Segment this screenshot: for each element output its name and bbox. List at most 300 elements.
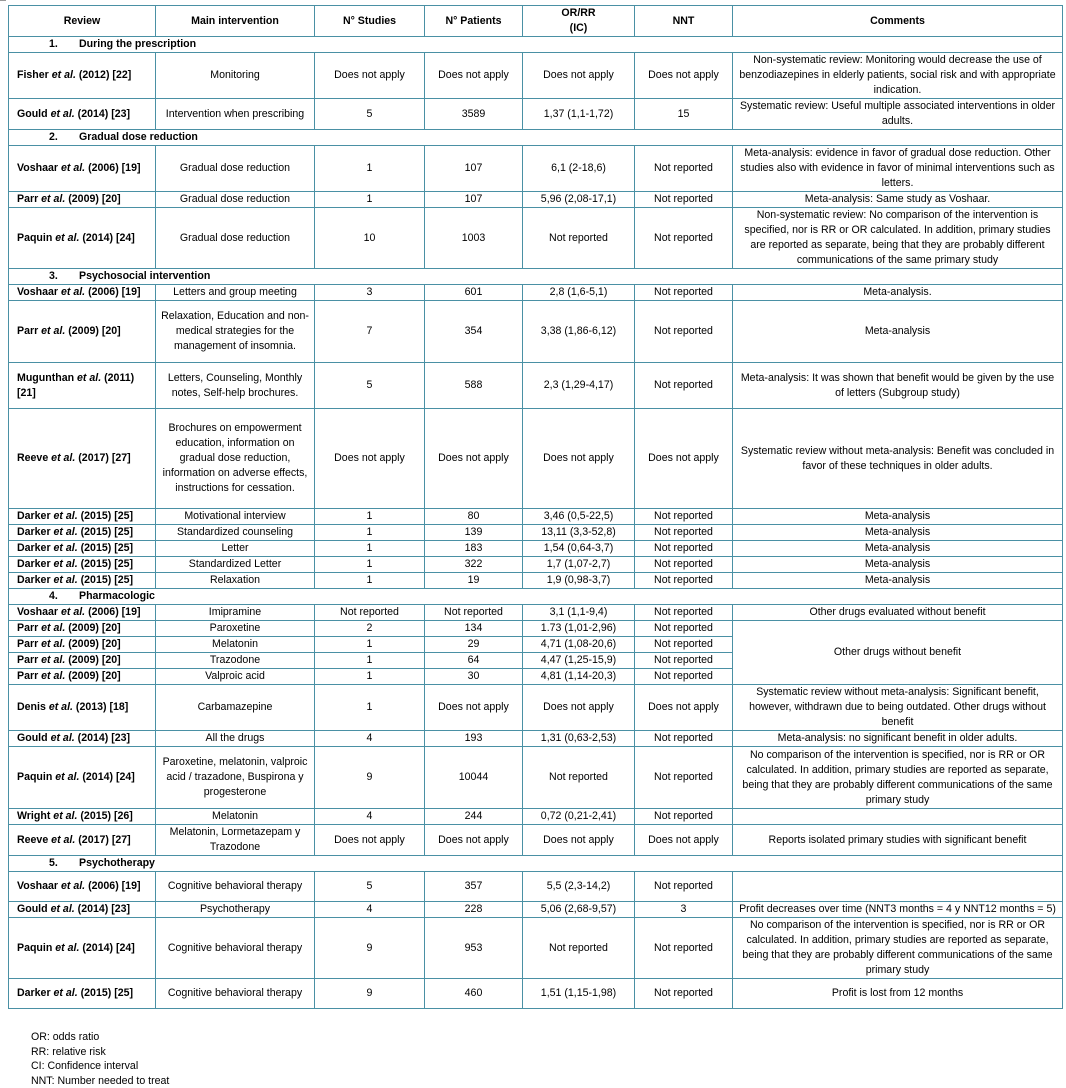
review-cell: [9, 192, 156, 208]
review-author: Paquin: [17, 771, 53, 783]
comments-cell: Meta-analysis: no significant benefit in older adults.: [733, 731, 1063, 747]
studies-cell: 1: [315, 573, 425, 589]
table-row: [9, 621, 1063, 637]
review-et-al: et al.: [41, 670, 66, 682]
studies-cell: 4: [315, 809, 425, 825]
review-cell: [9, 731, 156, 747]
review-year-ref: (2014) [24]: [82, 231, 135, 244]
review-year-ref: (2009) [20]: [68, 193, 121, 205]
review-cell: [9, 872, 156, 902]
review-author: Voshaar: [17, 286, 59, 298]
header-or-rr: OR/RR (IC): [523, 6, 635, 37]
review-cell: [9, 573, 156, 589]
review-et-al: et al.: [53, 574, 78, 586]
header-review: Review: [9, 6, 156, 37]
comments-cell: Meta-analysis: [733, 541, 1063, 557]
review-et-al: et al.: [55, 941, 80, 954]
review-author: Parr: [17, 638, 39, 650]
review-author: Darker: [17, 987, 51, 999]
review-cell: [9, 918, 156, 979]
intervention-cell: Gradual dose reduction: [156, 208, 315, 269]
intervention-cell: Psychotherapy: [156, 902, 315, 918]
comments-cell: Systematic review without meta-analysis: Benefit was concluded in favor of these techniques in older adults.: [733, 409, 1063, 509]
comments-cell: Meta-analysis: [733, 525, 1063, 541]
review-et-al: et al.: [51, 69, 76, 81]
intervention-cell: Valproic acid: [156, 669, 315, 685]
nnt-cell: Not reported: [635, 285, 733, 301]
review-et-al: et al.: [60, 286, 86, 298]
footnote-line: RR: relative risk: [31, 1045, 106, 1058]
footnote-line: NNT: Number needed to treat: [31, 1074, 170, 1087]
header-nnt: NNT: [635, 6, 733, 37]
review-cell: [9, 301, 156, 363]
review-author: Gould: [17, 732, 48, 744]
table-row: [9, 918, 1063, 979]
review-et-al: et al.: [50, 107, 75, 120]
nnt-cell: Not reported: [635, 573, 733, 589]
review-cell: [9, 363, 156, 409]
nnt-cell: Not reported: [635, 669, 733, 685]
comments-cell: Meta-analysis: [733, 509, 1063, 525]
patients-cell: 139: [425, 525, 523, 541]
review-author: Mugunthan: [17, 371, 75, 384]
review-author: Fisher: [17, 69, 49, 81]
intervention-cell: Relaxation, Education and non-medical strategies for the management of insomnia.: [156, 301, 315, 363]
studies-cell: 1: [315, 637, 425, 653]
review-author: Reeve: [17, 452, 49, 464]
review-et-al: et al.: [77, 371, 102, 384]
nnt-cell: Not reported: [635, 809, 733, 825]
patients-cell: 354: [425, 301, 523, 363]
comments-cell: No comparison of the intervention is specified, nor is RR or OR calculated. In addition, primary studies are reported as separate, being that they are probably different communications of the same primary study: [733, 918, 1063, 979]
review-cell: [9, 621, 156, 637]
or-rr-cell: 4,47 (1,25-15,9): [523, 653, 635, 669]
review-year-ref: (2006) [19]: [88, 880, 141, 892]
studies-cell: 1: [315, 146, 425, 192]
table-row: [9, 409, 1063, 509]
review-year-ref: (2012) [22]: [78, 69, 132, 81]
intervention-cell: Motivational interview: [156, 509, 315, 525]
patients-cell: Does not apply: [425, 53, 523, 99]
table-row: [9, 363, 1063, 409]
review-cell: [9, 747, 156, 809]
intervention-cell: Cognitive behavioral therapy: [156, 918, 315, 979]
review-year-ref: (2009) [20]: [68, 325, 121, 337]
patients-cell: 228: [425, 902, 523, 918]
patients-cell: 30: [425, 669, 523, 685]
nnt-cell: 3: [635, 902, 733, 918]
table-row: [9, 902, 1063, 918]
or-rr-cell: Not reported: [523, 918, 635, 979]
patients-cell: Not reported: [425, 605, 523, 621]
review-year-ref: (2014) [23]: [77, 903, 131, 915]
studies-cell: 10: [315, 208, 425, 269]
review-author: Parr: [17, 193, 39, 205]
section-row: [9, 37, 1063, 53]
review-year-ref: (2015) [26]: [80, 810, 133, 822]
review-et-al: et al.: [48, 701, 73, 713]
or-rr-cell: 1,7 (1,07-2,7): [523, 557, 635, 573]
nnt-cell: Does not apply: [635, 825, 733, 856]
table-row: [9, 731, 1063, 747]
section-title: [9, 589, 1063, 605]
table-row: [9, 872, 1063, 902]
table-row: [9, 685, 1063, 731]
review-author: Denis: [17, 701, 46, 713]
intervention-cell: Intervention when prescribing: [156, 99, 315, 130]
intervention-cell: Relaxation: [156, 573, 315, 589]
review-year-ref: (2014) [23]: [77, 732, 131, 744]
table-row: [9, 146, 1063, 192]
review-cell: [9, 146, 156, 192]
or-rr-cell: 5,06 (2,68-9,57): [523, 902, 635, 918]
review-et-al: et al.: [53, 510, 78, 522]
table-row: [9, 557, 1063, 573]
intervention-cell: Letters and group meeting: [156, 285, 315, 301]
review-cell: [9, 557, 156, 573]
table-row: [9, 192, 1063, 208]
intervention-cell: Gradual dose reduction: [156, 146, 315, 192]
or-rr-cell: 5,96 (2,08-17,1): [523, 192, 635, 208]
review-et-al: et al.: [41, 193, 66, 205]
review-cell: [9, 637, 156, 653]
section-title: [9, 856, 1063, 872]
page-corner-mark: [0, 0, 6, 4]
patients-cell: Does not apply: [425, 409, 523, 509]
review-author: Reeve: [17, 833, 49, 846]
comments-cell: Non-systematic review: Monitoring would decrease the use of benzodiazepines in elderly patients, social risk and with appropriate indication.: [733, 53, 1063, 99]
patients-cell: 588: [425, 363, 523, 409]
review-author: Wright: [17, 810, 51, 822]
table-row: [9, 573, 1063, 589]
comments-cell: [733, 809, 1063, 825]
review-year-ref: (2009) [20]: [68, 622, 121, 634]
comments-cell: No comparison of the intervention is specified, nor is RR or OR calculated. In addition, primary studies are reported as separate, being that they are probably different communications of the same primary study: [733, 747, 1063, 809]
review-et-al: et al.: [55, 771, 80, 783]
review-et-al: et al.: [53, 987, 78, 999]
intervention-cell: Trazodone: [156, 653, 315, 669]
review-author: Voshaar: [17, 880, 59, 892]
patients-cell: 3589: [425, 99, 523, 130]
or-rr-cell: 13,11 (3,3-52,8): [523, 525, 635, 541]
review-cell: [9, 99, 156, 130]
section-number: 4.: [49, 590, 58, 602]
nnt-cell: Not reported: [635, 918, 733, 979]
patients-cell: 29: [425, 637, 523, 653]
review-et-al: et al.: [53, 558, 78, 570]
review-year-ref: (2015) [25]: [80, 526, 134, 538]
studies-cell: 2: [315, 621, 425, 637]
review-year-ref: (2006) [19]: [88, 606, 141, 618]
section-row: [9, 130, 1063, 146]
nnt-cell: Not reported: [635, 637, 733, 653]
review-cell: [9, 409, 156, 509]
review-cell: [9, 525, 156, 541]
review-et-al: et al.: [41, 638, 66, 650]
evidence-table: [8, 5, 1063, 1009]
review-year-ref: (2015) [25]: [80, 987, 134, 999]
patients-cell: 1003: [425, 208, 523, 269]
review-et-al: et al.: [53, 810, 78, 822]
comments-cell: Meta-analysis: [733, 301, 1063, 363]
intervention-cell: Letters, Counseling, Monthly notes, Self-help brochures.: [156, 363, 315, 409]
intervention-cell: Letter: [156, 541, 315, 557]
intervention-cell: Carbamazepine: [156, 685, 315, 731]
nnt-cell: Not reported: [635, 208, 733, 269]
section-label: Pharmacologic: [79, 590, 155, 602]
intervention-cell: Standardized counseling: [156, 525, 315, 541]
or-rr-cell: 2,8 (1,6-5,1): [523, 285, 635, 301]
studies-cell: 7: [315, 301, 425, 363]
comments-cell: [733, 872, 1063, 902]
studies-cell: 1: [315, 509, 425, 525]
studies-cell: 1: [315, 525, 425, 541]
review-author: Gould: [17, 903, 48, 915]
intervention-cell: Melatonin: [156, 809, 315, 825]
review-cell: [9, 653, 156, 669]
comments-cell: Meta-analysis: [733, 573, 1063, 589]
intervention-cell: Imipramine: [156, 605, 315, 621]
review-year-ref: (2006) [19]: [88, 286, 141, 298]
nnt-cell: Not reported: [635, 525, 733, 541]
studies-cell: 1: [315, 669, 425, 685]
review-cell: [9, 979, 156, 1009]
section-number: 2.: [49, 131, 58, 143]
comments-cell: Reports isolated primary studies with significant benefit: [733, 825, 1063, 856]
or-rr-cell: Does not apply: [523, 53, 635, 99]
nnt-cell: Does not apply: [635, 409, 733, 509]
review-year-ref: (2013) [18]: [75, 701, 129, 713]
review-year-ref: (2014) [23]: [77, 107, 131, 120]
review-et-al: et al.: [55, 231, 80, 244]
review-year-ref: (2006) [19]: [88, 162, 141, 174]
table-header-row: [9, 6, 1063, 37]
review-et-al: et al.: [53, 542, 78, 554]
patients-cell: 460: [425, 979, 523, 1009]
review-author: Paquin: [17, 231, 53, 244]
patients-cell: 601: [425, 285, 523, 301]
section-row: [9, 589, 1063, 605]
review-author: Parr: [17, 622, 39, 634]
review-cell: [9, 541, 156, 557]
nnt-cell: Not reported: [635, 301, 733, 363]
studies-cell: 4: [315, 902, 425, 918]
or-rr-cell: 2,3 (1,29-4,17): [523, 363, 635, 409]
patients-cell: 193: [425, 731, 523, 747]
nnt-cell: Not reported: [635, 979, 733, 1009]
or-rr-cell: 6,1 (2-18,6): [523, 146, 635, 192]
or-rr-cell: 3,1 (1,1-9,4): [523, 605, 635, 621]
review-year-ref: (2015) [25]: [80, 510, 134, 522]
section-title: [9, 37, 1063, 53]
nnt-cell: Not reported: [635, 621, 733, 637]
studies-cell: 3: [315, 285, 425, 301]
section-label: Psychosocial intervention: [79, 270, 211, 282]
section-title: [9, 269, 1063, 285]
nnt-cell: 15: [635, 99, 733, 130]
intervention-cell: All the drugs: [156, 731, 315, 747]
review-year-ref: (2011) [21]: [17, 371, 135, 399]
or-rr-cell: 4,81 (1,14-20,3): [523, 669, 635, 685]
patients-cell: 357: [425, 872, 523, 902]
review-cell: [9, 902, 156, 918]
studies-cell: 5: [315, 363, 425, 409]
review-et-al: et al.: [51, 833, 76, 846]
patients-cell: 19: [425, 573, 523, 589]
studies-cell: Not reported: [315, 605, 425, 621]
nnt-cell: Not reported: [635, 605, 733, 621]
table-row: [9, 605, 1063, 621]
comments-cell: Meta-analysis.: [733, 285, 1063, 301]
comments-cell: Meta-analysis: It was shown that benefit would be given by the use of letters (Subgroup study): [733, 363, 1063, 409]
or-rr-cell: Not reported: [523, 208, 635, 269]
table-row: [9, 541, 1063, 557]
intervention-cell: Cognitive behavioral therapy: [156, 872, 315, 902]
comments-cell: Other drugs without benefit: [733, 621, 1063, 685]
intervention-cell: Melatonin: [156, 637, 315, 653]
or-rr-cell: Does not apply: [523, 409, 635, 509]
section-number: 3.: [49, 270, 58, 282]
review-et-al: et al.: [60, 162, 86, 174]
review-author: Parr: [17, 654, 39, 666]
nnt-cell: Not reported: [635, 557, 733, 573]
table-row: [9, 285, 1063, 301]
or-rr-cell: 1,51 (1,15-1,98): [523, 979, 635, 1009]
intervention-cell: Paroxetine, melatonin, valproic acid / trazadone, Buspirona y progesterone: [156, 747, 315, 809]
or-rr-cell: 1.73 (1,01-2,96): [523, 621, 635, 637]
comments-cell: Meta-analysis: Same study as Voshaar.: [733, 192, 1063, 208]
review-year-ref: (2017) [27]: [78, 833, 131, 846]
table-row: [9, 525, 1063, 541]
review-year-ref: (2009) [20]: [68, 670, 121, 682]
or-rr-cell: 3,38 (1,86-6,12): [523, 301, 635, 363]
studies-cell: 4: [315, 731, 425, 747]
header-main-intervention: Main intervention: [156, 6, 315, 37]
nnt-cell: Not reported: [635, 747, 733, 809]
review-author: Darker: [17, 526, 51, 538]
studies-cell: 9: [315, 747, 425, 809]
section-number: 1.: [49, 38, 58, 50]
review-author: Parr: [17, 670, 39, 682]
review-et-al: et al.: [53, 526, 78, 538]
comments-cell: Other drugs evaluated without benefit: [733, 605, 1063, 621]
nnt-cell: Not reported: [635, 509, 733, 525]
patients-cell: 244: [425, 809, 523, 825]
nnt-cell: Does not apply: [635, 685, 733, 731]
review-cell: [9, 669, 156, 685]
studies-cell: 1: [315, 685, 425, 731]
or-rr-cell: Does not apply: [523, 685, 635, 731]
table-row: [9, 301, 1063, 363]
header-n-patients: N° Patients: [425, 6, 523, 37]
table-footnotes: [31, 1030, 169, 1088]
section-number: 5.: [49, 857, 58, 869]
review-et-al: et al.: [50, 732, 75, 744]
or-rr-cell: 1,37 (1,1-1,72): [523, 99, 635, 130]
review-et-al: et al.: [41, 325, 66, 337]
studies-cell: 1: [315, 557, 425, 573]
patients-cell: 183: [425, 541, 523, 557]
studies-cell: 9: [315, 918, 425, 979]
studies-cell: 1: [315, 192, 425, 208]
intervention-cell: Monitoring: [156, 53, 315, 99]
header-comments: Comments: [733, 6, 1063, 37]
or-rr-cell: 1,54 (0,64-3,7): [523, 541, 635, 557]
table-row: [9, 53, 1063, 99]
review-year-ref: (2015) [25]: [80, 542, 134, 554]
studies-cell: 9: [315, 979, 425, 1009]
nnt-cell: Not reported: [635, 541, 733, 557]
section-label: Gradual dose reduction: [79, 131, 198, 143]
or-rr-cell: 1,31 (0,63-2,53): [523, 731, 635, 747]
studies-cell: 5: [315, 99, 425, 130]
patients-cell: 10044: [425, 747, 523, 809]
review-cell: [9, 809, 156, 825]
intervention-cell: Gradual dose reduction: [156, 192, 315, 208]
table-body: [9, 6, 1063, 1009]
review-et-al: et al.: [60, 606, 86, 618]
nnt-cell: Not reported: [635, 192, 733, 208]
nnt-cell: Not reported: [635, 363, 733, 409]
review-author: Gould: [17, 107, 48, 120]
nnt-cell: Does not apply: [635, 53, 733, 99]
comments-cell: Systematic review: Useful multiple associated interventions in older adults.: [733, 99, 1063, 130]
footnote-line: CI: Confidence interval: [31, 1060, 139, 1072]
review-author: Paquin: [17, 941, 53, 954]
review-et-al: et al.: [41, 622, 66, 634]
table-row: [9, 747, 1063, 809]
or-rr-cell: Does not apply: [523, 825, 635, 856]
or-rr-cell: 5,5 (2,3-14,2): [523, 872, 635, 902]
comments-cell: Profit is lost from 12 months: [733, 979, 1063, 1009]
nnt-cell: Not reported: [635, 872, 733, 902]
review-author: Darker: [17, 574, 51, 586]
intervention-cell: Cognitive behavioral therapy: [156, 979, 315, 1009]
intervention-cell: Paroxetine: [156, 621, 315, 637]
review-year-ref: (2017) [27]: [78, 452, 131, 464]
review-year-ref: (2014) [24]: [82, 771, 135, 783]
review-cell: [9, 285, 156, 301]
or-rr-cell: 3,46 (0,5-22,5): [523, 509, 635, 525]
review-author: Darker: [17, 558, 51, 570]
or-rr-cell: 1,9 (0,98-3,7): [523, 573, 635, 589]
patients-cell: Does not apply: [425, 685, 523, 731]
review-year-ref: (2014) [24]: [82, 941, 135, 954]
nnt-cell: Not reported: [635, 146, 733, 192]
or-rr-cell: Not reported: [523, 747, 635, 809]
table-row: [9, 509, 1063, 525]
patients-cell: 64: [425, 653, 523, 669]
review-cell: [9, 685, 156, 731]
intervention-cell: Standardized Letter: [156, 557, 315, 573]
table-row: [9, 809, 1063, 825]
review-cell: [9, 509, 156, 525]
footnote-line: OR: odds ratio: [31, 1031, 100, 1043]
section-row: [9, 269, 1063, 285]
intervention-cell: Brochures on empowerment education, information on gradual dose reduction, information on adverse effects, instructions for cessation.: [156, 409, 315, 509]
comments-cell: Profit decreases over time (NNT3 months = 4 y NNT12 months = 5): [733, 902, 1063, 918]
review-cell: [9, 53, 156, 99]
studies-cell: Does not apply: [315, 825, 425, 856]
patients-cell: 107: [425, 192, 523, 208]
comments-cell: Meta-analysis: evidence in favor of gradual dose reduction. Other studies also with evidence in favor of minimal interventions such as letters.: [733, 146, 1063, 192]
evidence-table-container: [8, 5, 1062, 1009]
review-et-al: et al.: [50, 903, 75, 915]
review-cell: [9, 208, 156, 269]
review-author: Darker: [17, 542, 51, 554]
studies-cell: 1: [315, 541, 425, 557]
comments-cell: Systematic review without meta-analysis: Significant benefit, however, withdrawn due to being outdated. Other drugs without benefit: [733, 685, 1063, 731]
